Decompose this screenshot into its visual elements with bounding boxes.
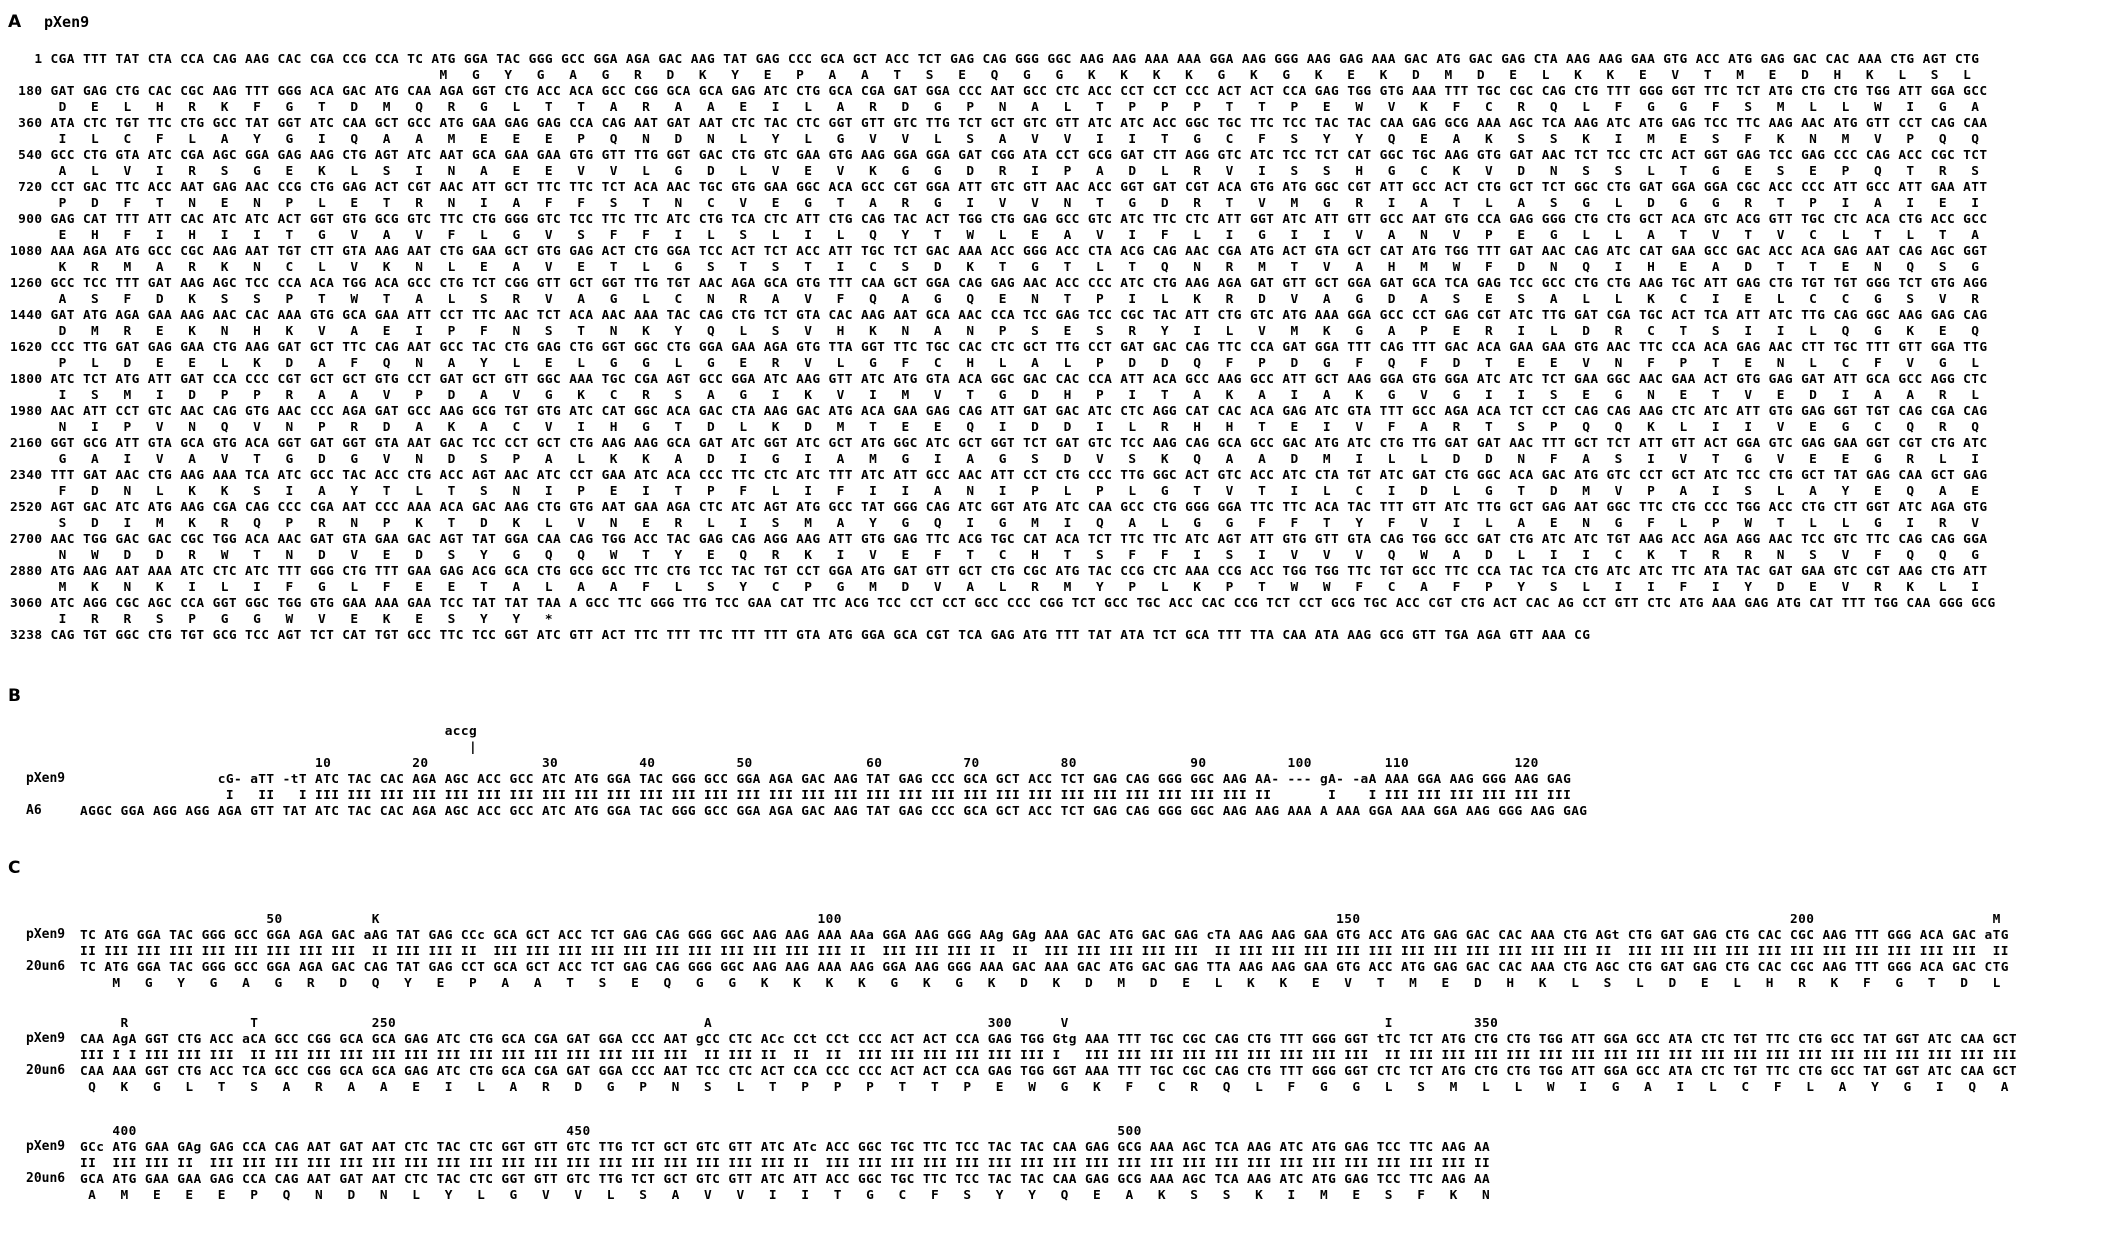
panel-b-ruler: 10 20 30 40 50 60 70 80 90 100 110 120 (80, 756, 1539, 771)
panel-a-aa-line-1980: N I P V N Q V N P R D A K A C V I H G T D L K D M T E E Q I D D I L R H H T E I V F A R T S P Q Q K L I I V E G C Q R Q (10, 420, 1980, 435)
panel-b-lines (80, 724, 1587, 820)
panel-b-a6-label: A6 (26, 803, 42, 818)
panel-c-block1-pxen9-label: pXen9 (26, 927, 66, 942)
panel-a-dna-line-2520: 2520 AGT GAC ATC ATG AAG CGA CAG CCC CGA AAT CCC AAA ACA GAC AAG CTG GTG AAT GAA AGA CTC ATC AGT ATG GCC TAT GGG CAG ATC GGT ATG ATC CAA GCC CTG GGG GGA TTC TTC ACA TAC TTT GTT ATC TTG GCT GAG AAT GGC TTC CTG CCC TGG ACC CTG CTT GGT ATC AGA GTG (10, 500, 1988, 515)
panel-a-aa-line-360: I L C F L A Y G I Q A A M E E E P Q N D N L Y L G V V L S A V V I I T G C F S Y Y Q E A K S S K I M E S F K N M V P Q Q (10, 132, 1980, 147)
panel-a-dna-line-2880: 2880 ATG AAG AAT AAA ATC CTC ATC TTT GGG CTG TTT GAA GAG ACG GCA CTG GCG GCC TTC CTG TCC TAC TGT CCT GGA ATG GAT GTT GCT CTG CGC ATG TAC CCG CTC AAA CCG ACC TGG TGG TTC TGT GCC TTC CCA TAC TCA CTG ATC ATC TTC ATA TAC GAT GAA GTC CGT AAG CTG ATT (10, 564, 1988, 579)
panel-a-aa-line-3060: I R R S P G G W V E K E S Y Y * (10, 612, 553, 627)
panel-a-aa-line-180: D E L H R K F G T D M Q R G L T T A R A A E I L A R D G P N A L T P P P T T P E W V K F C R Q L F G G F S M L L W I G A (10, 100, 1980, 115)
panel-c-pxen9-sequence-2: CAA AgA GGT CTG ACC aCA GCC CGG GCA GCA GAG ATC CTG GCA CGA GAT GGA CCC AAT gCC CTC ACc CCt CCt CCC ACT ACT CCA GAG TGG Gtg AAA TTT TGC CGC CAG CTG TTT GGG GGT tTC TCT ATG CTG CTG TGG ATT GGA GCC ATA CTC TGT TTC CTG GCC TAT GGT ATC CAA GCT (80, 1032, 2017, 1047)
panel-a-dna-line-180: 180 GAT GAG CTG CAC CGC AAG TTT GGG ACA GAC ATG CAA AGA GGT CTG ACC ACA GCC CGG GCA GCA GAG ATC CTG GCA CGA GAT GGA CCC AAT GCC CTC ACC CCT CCT CCC ACT ACT CCA GAG TGG GTG AAA TTT TGC CGC CAG CTG TTT GGG GGT TTC TCT ATG CTG CTG TGG ATT GGA GCC (10, 84, 1988, 99)
panel-c-block3-pxen9-label: pXen9 (26, 1139, 66, 1154)
panel-a-aa-line-1800: I S M I D P P R A A V P D A V G K C R S A G I K V I M V T G D H P I T A K A I A K G V G I I S E G N E T V E D I A A R L (10, 388, 1980, 403)
panel-c-block1-20un6-label: 20un6 (26, 959, 66, 974)
panel-a-dna-line-360: 360 ATA CTC TGT TTC CTG GCC TAT GGT ATC CAA GCT GCC ATG GAA GAG GAG CCA CAG AAT GAT AAT CTC TAC CTC GGT GTT GTC TTG TCT GCT GTC GTT ATC ATC ACC GGC TGC TTC TCC TAC TAC CAA GAG GCG AAA AGC TCA AAG ATC ATG GAG TCC TTC AAG AAC ATG GTT CCT CAG CAA (10, 116, 1988, 131)
panel-c-20un6-sequence-1: TC ATG GGA TAC GGG GCC GGA AGA GAC CAG TAT GAG CCT GCA GCT ACC TCT GAG CAG GGG GGC AAG AAG AAA AAG GGA AAG GGG AAA GAC AAA GAC ATG GAC GAG TTA AAG AAG GAA GTG ACC ATG GAG GAC CAC AAA CTG AGC CTG GAT GAG CTG CAC CGC AAG TTT GGG ACA GAC CTG (80, 960, 2009, 975)
panel-a-aa-line-900: E H F I H I I T G V A V F L G V S F F I L S L I L Q Y T W L E A V I F L I G I I V A N V P E G L L A T V T V C L T L T A (10, 228, 1980, 243)
panel-a-aa-line-1620: P L D E E L K D A F Q N A Y L E L G G L G E R V L G F C H L A L P D D Q F P D G F Q F D T E E V N F P T E N L C F V G L (10, 356, 1980, 371)
panel-a-clone-label: pXen9 (44, 13, 90, 31)
panel-c-pxen9-sequence-1: TC ATG GGA TAC GGG GCC GGA AGA GAC aAG TAT GAG CCc GCA GCT ACC TCT GAG CAG GGG GGC AAG AAG AAA AAa GGA AAG GGG AAg GAg AAA GAC ATG GAC GAG cTA AAG AAG GAA GTG ACC ATG GAG GAC CAC AAA CTG AGt CTG GAT GAG CTG CAC CGC AAG TTT GGG ACA GAC aTG (80, 928, 2009, 943)
panel-c-match-line-3: II III III II III III III III III III III III III III III III III III III III III III II III III III III III III III III III III III III III III III III III III III III II (80, 1156, 1491, 1171)
panel-b-a6-sequence: AGGC GGA AGG AGG AGA GTT TAT ATC TAC CAC AGA AGC ACC GCC ATC ATG GGA TAC GGG GCC GGA AGA GAC AAG TAT GAG CCC GCA GCT ACC TCT GAG CAG GGG GGC AAG AAG AAA A AAA GGA AAA GGA AAG GGG AAG GAG (80, 804, 1588, 819)
panel-a-dna-line-1980: 1980 AAC ATT CCT GTC AAC CAG GTG AAC CCC AGA GAT GCC AAG GCG TGT GTG ATC CAT GGC ACA GAC CTA AAG GAC ATG ACA GAA GAG CAG ATT GAT GAC ATC CTC AGG CAT CAC ACA GAG ATC GTA TTT GCC AGA ACA TCT CCT CAG CAG AAG CTC ATC ATT GTG GAG GGT TGT CAG CGA CAG (10, 404, 1988, 419)
panel-a-aa-line-1440: D M R E K N H K V A E I P F N S T N K Y Q L S V H K N A N P S E S R Y I L V M K G A P E R I L D R C T S I I L Q G K E Q (10, 324, 1980, 339)
panel-a-aa-line-540: A L V I R S G E K L S I N A E E V V L G D L V E V K G G D R I P A D L R V I S S H G C K V D N S S L T G E S E P Q T R S (10, 164, 1980, 179)
panel-a-rows (10, 52, 1996, 644)
panel-c-aa-line-1: M G Y G A G R D Q Y E P A A T S E Q G G K K K K G K G K D K D M D E L K K E V T M E D H K L S L D E L H R K F G T D L (80, 976, 2001, 991)
panel-c-ruler-3: 400 450 500 (80, 1124, 1142, 1139)
panel-a-aa-line-1260: A S F D K S S P T W T A L S R V A G L C N R A V F Q A G Q E N T P I L K R D V A G D A S E S A L L K C I E L C C G S V R (10, 292, 1980, 307)
panel-c-block-2 (80, 1016, 2017, 1096)
panel-a-dna-line-900: 900 GAG CAT TTT ATT CAC ATC ATC ACT GGT GTG GCG GTC TTC CTG GGG GTC TCC TTC TTC ATC CTG TCA CTC ATT CTG CAG TAC ACT TGG CTG GAG GCC GTC ATC TTC CTC ATT GGT ATC ATT GTT GCC AAT GTG CCA GAG GGG CTG CTG GCT ACA GTC ACG GTT TGC CTC ACA CTG ACC GCC (10, 212, 1988, 227)
panel-a-dna-line-2340: 2340 TTT GAT AAC CTG AAG AAA TCA ATC GCC TAC ACC CTG ACC AGT AAC ATC CCT GAA ATC ACA CCC TTC CTC ATC TTT ATC ATT GCC AAC ATT CCT CTG CCC TTG GGC ACT GTC ACC ATC CTA TGT ATC GAT CTG GGC ACA GAC ATG GTC CCT GCT ATC TCC CTG GCT TAT GAG CAA GCT GAG (10, 468, 1988, 483)
panel-c-aa-line-2: Q K G L T S A R A A E I L A R D G P N S L T P P P T T P E W G K F C R Q L F G G L S M L L W I G A I L C F L A Y G I Q A (80, 1080, 2009, 1095)
panel-c-20un6-sequence-3: GCA ATG GAA GAA GAG CCA CAG AAT GAT AAT CTC TAC CTC GGT GTT GTC TTG TCT GCT GTC GTT ATC ATT ACC GGC TGC TTC TCC TAC TAC CAA GAG GCG AAA AGC TCA AAG ATC ATG GAG TCC TTC AAG AA (80, 1172, 1491, 1187)
panel-b-pxen9-sequence: cG- aTT -tT ATC TAC CAC AGA AGC ACC GCC ATC ATG GGA TAC GGG GCC GGA AGA GAC AAG TAT GAG CCC GCA GCT ACC TCT GAG CAG GGG GGC AAG AA- --- gA- -aA AAA GGA AAG GGG AAG GAG (80, 772, 1572, 787)
panel-b-insertion-tick: | (80, 740, 478, 755)
panel-c-block2-20un6-label: 20un6 (26, 1063, 66, 1078)
panel-c-aa-line-3: A M E E E P Q N D N L Y L G V V L S A V V I I T G C F S Y Y Q E A K S S K I M E S F K N (80, 1188, 1491, 1203)
panel-b-pxen9-label: pXen9 (26, 771, 66, 786)
panel-b-label: B (8, 686, 21, 706)
panel-a-dna-line-1440: 1440 GAT ATG AGA GAA AAG AAC CAC AAA GTG GCA GAA ATT CCT TTC AAC TCT ACA AAC AAA TAC CAG CTG TCT GTA CAC AAG AAT GCA AAC CCA TCC GAG TCC CGC TAC ATT CTG GTC ATG AAA GGA GCC CCT GAG CGT ATC TTG GAT CGA TGC ACT TCA ATT ATC TTG CAG GGC AAG GAG CAG (10, 308, 1988, 323)
panel-a-dna-line-2700: 2700 AAC TGG GAC GAC CGC TGG ACA AAC GAT GTA GAA GAC AGT TAT GGA CAA CAG TGG ACC TAC GAG CAG AGG AAG ATT GTG GAG TTC ACG TGC CAT ACA TCT TTC TTC ATC AGT ATT GTG GTT GTA CAG TGG GCC GAT CTG ATC ATC TGT AAG ACC AGA AGG AAC TCC GTC TTC CAG CAG GGA (10, 532, 1988, 547)
panel-a-dna-line-540: 540 GCC CTG GTA ATC CGA AGC GGA GAG AAG CTG AGT ATC AAT GCA GAA GAA GTG GTT TTG GGT GAC CTG GTC GAA GTG AAG GGA GGA GAT CGG ATA CCT GCG GAT CTT AGG GTC ATC TCC TCT CAT GGC TGC AAG GTG GAT AAC TCT TCC CTC ACT GGT GAG TCC GAG CCC CAG ACC CGC TCT (10, 148, 1988, 163)
panel-c-20un6-sequence-2: CAA AAA GGT CTG ACC TCA GCC CGG GCA GCA GAG ATC CTG GCA CGA GAT GGA CCC AAT TCC CTC ACT CCA CCC CCC ACT ACT CCA GAG TGG GGT AAA TTT TGC CGC CAG CTG TTT GGG GGT CTC TCT ATG CTG CTG TGG ATT GGA GCC ATA CTC TGT TTC CTG GCC TAT GGT ATC CAA GCT (80, 1064, 2017, 1079)
panel-a-aa-line-2520: S D I M K R Q P R N P K T D K L V N E R L I S M A Y G Q I G M I Q A L G G F F T Y F V I L A E N G F L P W T L L G I R V (10, 516, 1980, 531)
panel-c-ruler-2: R T 250 A 300 V I 350 (80, 1016, 1499, 1031)
panel-a-dna-line-1: 1 CGA TTT TAT CTA CCA CAG AAG CAC CGA CCG CCA TC ATG GGA TAC GGG GCC GGA AGA GAC AAG TAT GAG CCC GCA GCT ACC TCT GAG CAG GGG GGC AAG AAG AAA AAA GGA AAG GGG AAG GAG AAA GAC ATG GAC GAG CTA AAG AAG GAA GTG ACC ATG GAG GAC CAC AAA CTG AGT CTG (10, 52, 1980, 67)
panel-a-aa-line-1: M G Y G A G R D K Y E P A A T S E Q G G K K K K G K G K E K D M D E L K K E V T M E D H K L S L (10, 68, 1972, 83)
panel-c-label: C (8, 858, 21, 878)
panel-a-aa-line-2160: G A I V A V T G D G V N D S P A L K K A D I G I A M G I A G S D V S K Q A A D M I L L D D N F A S I V T G V E E G R L I (10, 452, 1980, 467)
panel-a-dna-line-1620: 1620 CCC TTG GAT GAG GAA CTG AAG GAT GCT TTC CAG AAT GCC TAC CTG GAG CTG GGT GGC CTG GGA GAA AGA GTG TTA GGT TTC TGC CAC CTC GCT TTG CCT GAT GAC CAG TTC CCA GAT GGA TTT CAG TTT GAC ACA GAA GAA GTG AAC TTC CCA ACA GAG AAC CTT TGC TTT GTT GGA TTG (10, 340, 1988, 355)
panel-a-aa-line-1080: K R M A R K N C L V K N L E A V E T L G S T S T I C S D K T G T L T Q N R M T V A H M W F D N Q I H E A D T T E N Q S G (10, 260, 1980, 275)
panel-c-block-1 (80, 912, 2009, 992)
panel-c-block-3 (80, 1124, 1490, 1204)
panel-c-match-line-2: III I I III III III II III III III III III III III III III III III III III II III II II II III III III III III III I III III III III III III III III III II III III III III III III III III III III III III III III III III III III III (80, 1048, 2017, 1063)
panel-c-block2-pxen9-label: pXen9 (26, 1031, 66, 1046)
panel-c-block3-20un6-label: 20un6 (26, 1171, 66, 1186)
panel-a-aa-line-720: P D F T N E N P L E T R N I A F F S T N C V E G T A R G I V V N T G D R T V M G R I A T L A S G L D G G R T P I A I E I (10, 196, 1980, 211)
panel-a-dna-line-3060: 3060 ATC AGG CGC AGC CCA GGT GGC TGG GTG GAA AAA GAA TCC TAT TAT TAA A GCC TTC GGG TTG TCC GAA CAT TTC ACG TCC CCT CCT GCC CCC CGG TCT GCC TGC ACC CAC CCG TCT CCT GCG TGC ACC CGT CTG ACT CAC AG CCT GTT CTC ATG AAA GAG ATG CAT TTT TGG CAA GGG GCG (10, 596, 1996, 611)
panel-a-dna-line-1260: 1260 GCC TCC TTT GAT AAG AGC TCC CCA ACA TGG ACA GCC CTG TCT CGG GTT GCT GGT TTG TGT AAC AGA GCA GTG TTT CAA GCT GGA CAG GAG AAC ACC CCC ATC CTG AAG AGA GAT GTT GCT GGA GAT GCA TCA GAG TCC GCC CTG CTG AAG TGC ATT GAG CTG TGT TGT GGG TCT GTG AGG (10, 276, 1988, 291)
panel-a-dna-line-1080: 1080 AAA AGA ATG GCC CGC AAG AAT TGT CTT GTA AAG AAT CTG GAA GCT GTG GAG ACT CTG GGA TCC ACT TCT ACC ATT TGC TCT GAC AAA ACC GGG ACC CTA ACG CAG AAC CGA ATG ACT GTA GCT CAT ATG TGG TTT GAT AAC CAG ATC CAT GAA GCC GAC ACC ACA GAG AAT CAG AGC GGT (10, 244, 1988, 259)
panel-c-pxen9-sequence-3: GCc ATG GAA GAg GAG CCA CAG AAT GAT AAT CTC TAC CTC GGT GTT GTC TTG TCT GCT GTC GTT ATC ATc ACC GGC TGC TTC TCC TAC TAC CAA GAG GCG AAA AGC TCA AAG ATC ATG GAG TCC TTC AAG AA (80, 1140, 1491, 1155)
panel-a-label: A (8, 12, 22, 32)
panel-a-dna-line-1800: 1800 ATC TCT ATG ATT GAT CCA CCC CGT GCT GCT GTG CCT GAT GCT GTT GGC AAA TGC CGA AGT GCC GGA ATC AAG GTT ATC ATG GTA ACA GGC GAC CAC CCA ATT ACA GCC AAG GCC ATT GCT AAG GGA GTG GGA ATC ATC TCT GAA GGC AAC GAA ACT GTG GAG GAT ATT GCA GCC AGG CTC (10, 372, 1988, 387)
panel-c-match-line-1: II III III III III III III III III II III III II III III III III III III III III III III III II III III III II II III III III III III II III III III III III III III III III III III II III III III III III III III III III III III II (80, 944, 2009, 959)
panel-c-ruler-1: 50 K 100 150 200 M (80, 912, 2001, 927)
panel-a-aa-line-2880: M K N K I L I F G L F E E T A L A A F L S Y C P G M D V A L R M Y P L K P T W W F C A F P Y S L I I F I Y D E V R K L I (10, 580, 1980, 595)
panel-a-dna-line-720: 720 CCT GAC TTC ACC AAT GAG AAC CCG CTG GAG ACT CGT AAC ATT GCT TTC TTC TCT ACA AAC TGC GTG GAA GGC ACA GCC CGT GGA ATT GTC GTT AAC ACC GGT GAT CGT ACA GTG ATG GGC CGT ATT GCC ACT CTG GCT TCT GGC CTG GAT GGA GGA CGC ACC CCC ATT GCC ATT GAA ATT (10, 180, 1988, 195)
panel-b-match-line: I II I III III III III III III III III III III III III III III III III III III III III III III III III III III III III III II I I III III III III III III (80, 788, 1572, 803)
panel-a-aa-line-2340: F D N L K K S I A Y T L T S N I P E I T P F L I F I I A N I P L P L G T V T I L C I D L G T D M V P A I S L A Y E Q A E (10, 484, 1980, 499)
panel-b-insertion-annotation: accg (80, 724, 478, 739)
panel-a-dna-line-2160: 2160 GGT GCG ATT GTA GCA GTG ACA GGT GAT GGT GTA AAT GAC TCC CCT GCT CTG AAG AAG GCA GAT ATC GGT ATC GCT ATG GGC ATC GCT GGT TCT GAT GTC TCC AAG CAG GCA GCC GAC ATG ATC CTG TTG GAT GAT AAC TTT GCT TCT ATT GTT ACT GGA GTC GAG GAA GGT CGT CTG ATC (10, 436, 1988, 451)
panel-a-dna-line-3238: 3238 CAG TGT GGC CTG TGT GCG TCC AGT TCT CAT TGT GCC TTC TCC GGT ATC GTT ACT TTC TTT TTC TTT TTT GTA ATG GGA GCA CGT TCA GAG ATG TTT TAT ATA TCT GCA TTT TTA CAA ATA AAG GCG GTT TGA AGA GTT AAA CG (10, 628, 1591, 643)
panel-a-aa-line-2700: N W D D R W T N D V E D S Y G Q Q W T Y E Q R K I V E F T C H T S F F I S I V V V Q W A D L I I C K T R R N S V F Q Q G (10, 548, 1980, 563)
